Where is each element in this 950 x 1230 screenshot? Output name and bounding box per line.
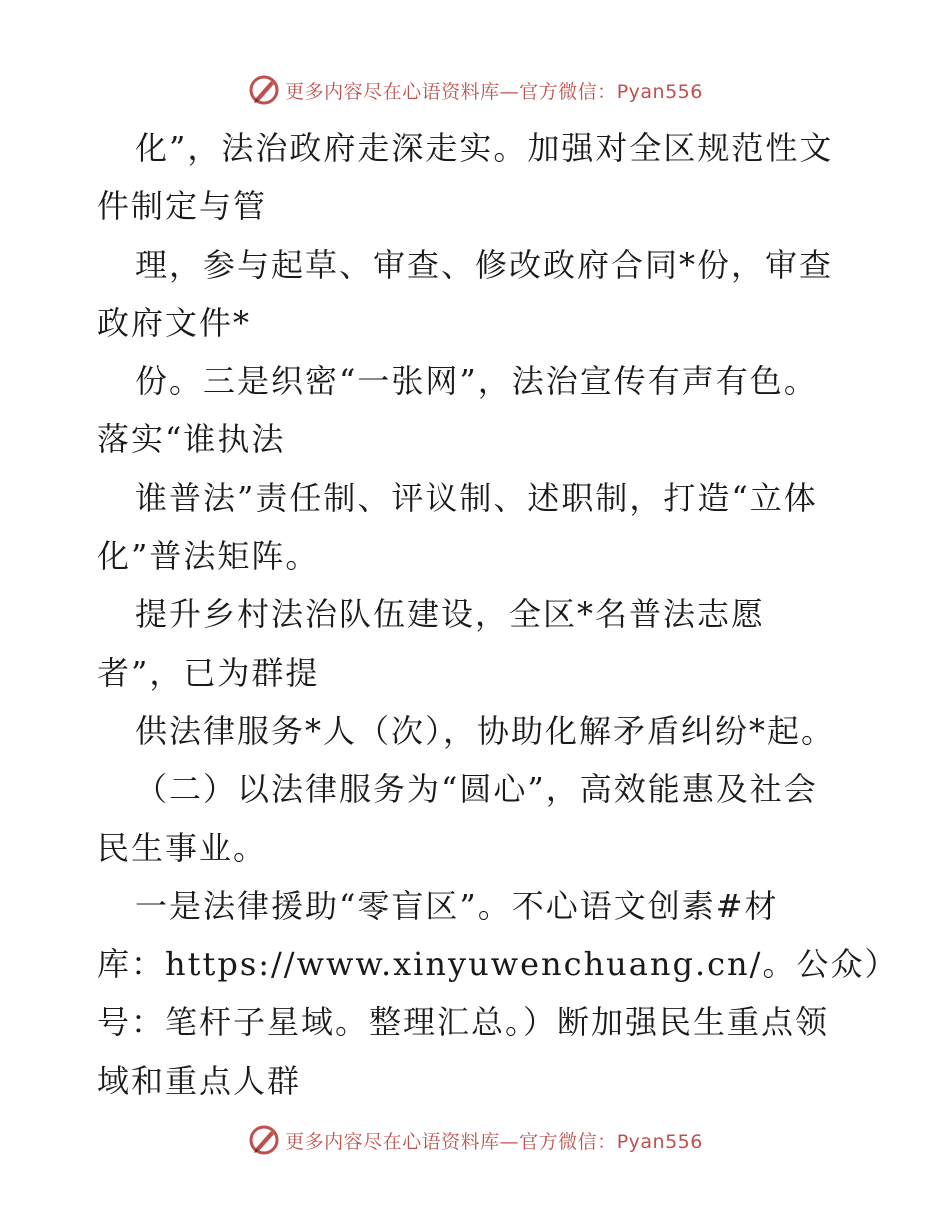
- text-line: 域和重点人群: [97, 1061, 302, 1100]
- text-line: 落实“谁执法: [97, 420, 286, 459]
- text-line: 号：笔杆子星域。整理汇总。）断加强民生重点领: [97, 1003, 830, 1042]
- watermark-title: 更多内容尽在心语资料库: [285, 1130, 500, 1153]
- text-line: 件制定与管: [97, 187, 268, 226]
- pen-logo-icon: [247, 73, 281, 107]
- watermark-title: 更多内容尽在心语资料库: [285, 80, 500, 103]
- text-line: 者”，已为群提: [97, 653, 320, 692]
- document-body: [97, 119, 899, 1110]
- watermark-text: [285, 1127, 703, 1154]
- watermark-text: [285, 77, 703, 104]
- text-line: 一是法律援助“零盲区”。不心语文创素#材: [135, 886, 779, 925]
- text-line: （二）以法律服务为“圆心”，高效能惠及社会: [135, 770, 818, 809]
- watermark-separator: —: [499, 1130, 520, 1153]
- text-line: 供法律服务*人（次），协助化解矛盾纠纷*起。: [135, 711, 836, 750]
- watermark-footer: [0, 1120, 950, 1160]
- text-line: 提升乡村法治队伍建设，全区*名普法志愿: [135, 595, 766, 634]
- watermark-separator: —: [499, 80, 520, 103]
- text-line: 份。三是织密“一张网”，法治宣传有声有色。: [135, 362, 818, 401]
- text-line: 化”，法治政府走深走实。加强对全区规范性文: [135, 129, 834, 167]
- watermark-account-id: Pyan556: [616, 80, 703, 103]
- text-line: 谁普法”责任制、评议制、述职制，打造“立体: [135, 478, 818, 517]
- watermark-header: [0, 70, 950, 110]
- text-line: 化”普法矩阵。: [97, 537, 320, 576]
- text-line: 民生事业。: [97, 828, 268, 867]
- text-line: 理，参与起草、审查、修改政府合同*份，审查: [135, 245, 834, 284]
- watermark-account-id: Pyan556: [616, 1130, 703, 1153]
- text-line: 政府文件*: [97, 303, 252, 342]
- text-line: 库：https://www.xinyuwenchuang.cn/。公众）: [97, 945, 899, 984]
- watermark-account-label: 官方微信：: [519, 1130, 617, 1153]
- pen-logo-icon: [247, 1123, 281, 1157]
- watermark-account-label: 官方微信：: [519, 80, 617, 103]
